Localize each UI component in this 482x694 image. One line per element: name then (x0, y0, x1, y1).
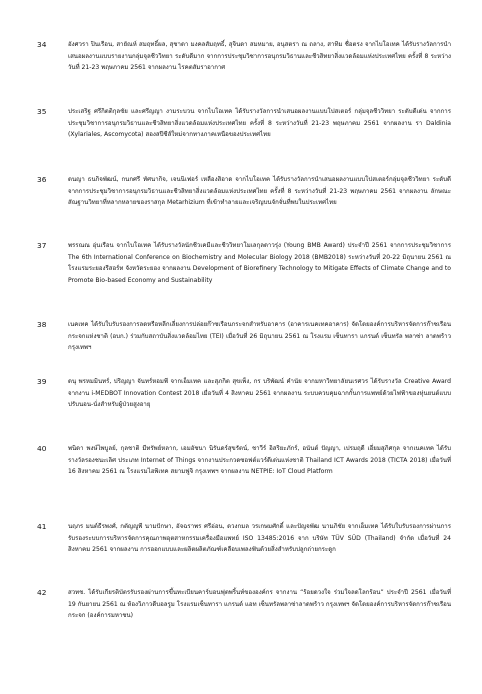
entry-text: เนคเทค ได้รับใบรับรองการลดหรือหลีกเลี่ยงการปล่อยก๊าซเรือนกระจกสำหรับอาคาร (อาคารเนคเทคอาคาร) จัดโดยองค์การบริหารจัดการก๊าซเรือนกระจกแห่งชาติ (อบก.) ร่วมกับสถาบันสิ่งแวดล้อมไทย (TEI) เมื่อวันที่ 26 มิถุนายน 2561 ณ โรงแรม เซ็นทารา แกรนด์ เซ็นทรัล พลาซ่า ลาดพร้าว กรุงเทพฯ (68, 321, 451, 352)
entry-number: 36 (37, 175, 47, 184)
entry-text: อังศวรา ปินเรือน, สายัณห์ สมฤทธิ์ผล, สุชาดา มงคลสัมฤทธิ์, สุจินดา สมหมาย, อนุสตรา ณ ถลาง, สาทิม ชื่อตรง จากไบโอเทค ได้รับรางวัลการนำเสนอผลงานแบบรายงานกลุ่มจุลชีววิทยา ระดับดีมาก จากการประชุมวิชาการอนุกรมวิธานและชีวสิทยาสิ่งแวดล้อมแห่งประเทศไทย ครั้งที่ 8 ระหว่างวันที่ 21-23 พฤษภาคม 2561 จากผลงาน ไรคตสัมราอากาศ (68, 41, 451, 72)
entry-text: สวทช. ได้รับเกียรติบัตรรับรองผ่านการขึ้นทะเบียนคาร์บอนฟุตพริ้นท์ขององค์กร จากงาน “ร้อยดวงใจ ร่วมใจลดโลกร้อน” ประจำปี 2561 เมื่อวันที่ 19 กันยายน 2561 ณ ห้องวิภาวดีบอลรูม โรงแรมเซ็นทารา แกรนด์ แอท เซ็นทรัลพลาซ่าลาดพร้าว กรุงเทพฯ จัดโดยองค์การบริหารจัดการก๊าซเรือนกระจก (องค์การมหาชน) (68, 589, 451, 620)
entry-text: ประเสริฐ ศรีกิตติกุลชัย และศรีญญา งามระบวน จากไบโอเทค ได้รับรางวัลการนำเสนอผลงานแบบโปสเตอร์ กลุ่มจุลชีววิทยา ระดับดีเด่น จากการประชุมวิชาการอนุกรมวิธานและชีวสิทยาสิ่งแวดล้อมแห่งประเทศไทย ครั้งที่ 8 ระหว่างวันที่ 21-23 พฤษภาคม 2561 จากผลงาน รา Daldinia (Xylariales, Ascomycota) สองสปีชีส์ใหม่จากทางภาคเหนือของประเทศไทย (68, 108, 451, 139)
entry-number: 38 (37, 320, 47, 329)
entry-text: พนิดา พงษ์ไพบูลย์, กุลชาติ มีทรัพย์หลาก, เอมอัชนา นิรันดร์สุขรัตน์, ชาวีร์ อิสริยะภักร์, อนันต์ ปัญญา, เปรมฤดี เอี่ยมสุภิศกุล จากเนคเทค ได้รับรางวัลรองชนะเลิศ ประเภท Internet of Things จากงานประกวดซอฟต์แวร์ดีเด่นแห่งชาติ Thailand ICT Awards 2018 (TICTA 2018) เมื่อวันที่ 16 สิงหาคม 2561 ณ โรงแรมไฮพิเทค สยามฟูจิ กรุงเทพฯ จากผลงาน NETPIE: IoT Cloud Platform (68, 445, 451, 476)
entry-text: ดนญา ธนกิจพัฒน์, กนกศรี ทัศนากิจ, เจนนิเฟอร์ เหลืองสิอาด จากไบโอเทค ได้รับรางวัลการนำเสนอผลงานแบบโปสเตอร์กลุ่มจุลชีววิทยา ระดับดี จากการประชุมวิชาการอนุกรมวิธานและชีวสิทยาสิ่งแวดล้อมแห่งประเทศไทย ครั้งที่ 8 ระหว่างวันที่ 21-23 พฤษภาคม 2561 จากผลงาน ลักษณะสัณฐานวิทยาที่หลากหลายของราสกุล Metarhizium ที่เข้าทำลายและเจริญบนจักจั่นที่พบในประเทศไทย (68, 176, 451, 207)
entry-text: พรรณณ อุ่นเรือน จากไบโอเทค ได้รับรางวัลนักชีวเคมีและชีววิทยาโมเลกุลดาวรุ่ง (Young BMB Award) ประจำปี 2561 จากการประชุมวิชาการ The 6th International Conference on Biochemistry and Molecular Biology 2018 (BMB2018) ระหว่างวันที่ 20-22 มิถุนายน 2561 ณ โรงแรมระยองรีสอร์ท จังหวัดระยอง จากผลงาน Development of Biorefinery Technology to Mitigate Effects of Climate Change and to Promote Bio-based Economy and Sustainability (68, 242, 451, 284)
entry-number: 39 (37, 377, 47, 386)
entry-text: นฤภร มนต์ธีรพงศ์, กตัญญูพี นามปักษา, อัจฉราพร ศรีอ่อน, ดวงกมล วรเกษมศักดิ์ และปัญจพัฒ นามภิชัย จากเอ็มเทค ได้รับใบรับรองการผ่านการรับรองระบบการบริหารจัดการคุณภาพอุตสาหกรรมเครื่องมือแพทย์ ISO 13485:2016 จาก บริษัท TÜV SÜD (Thailand) จำกัด เมื่อวันที่ 24 สิงหาคม 2561 จากผลงาน การออกแบบและผลิตผลิตภัณฑ์เคลือบเพลงฟันด้วยสิ่งสำหรับปลูกถ่ายกระดูก (68, 523, 451, 554)
entry-number: 37 (37, 241, 47, 250)
entry-number: 42 (37, 588, 47, 597)
entry-number: 35 (37, 107, 47, 116)
entry-number: 34 (37, 40, 47, 49)
entry-text: ดนุ พรหมมินทร์, ปริญญา จันทร์หอมพี จากเอ็มเทค และสุภกิต สุขเพ็ง, กร บริพัฒน์ คำนัย จากมหาวิทยาลัยนเรศวร ได้รับรางวัล Creative Award จากงาน i-MEDBOT Innovation Contest 2018 เมื่อวันที่ 4 สิงหาคม 2561 จากผลงาน ระบบควบคุมฉากกั้นการแพทย์ด้วยไฟฟ้าของหุ่นยนต์แบบปรับนอน-นั่งสำหรับผู้ป่วยสูงอายุ (68, 378, 451, 409)
entry-number: 41 (37, 522, 47, 531)
entry-number: 40 (37, 444, 47, 453)
